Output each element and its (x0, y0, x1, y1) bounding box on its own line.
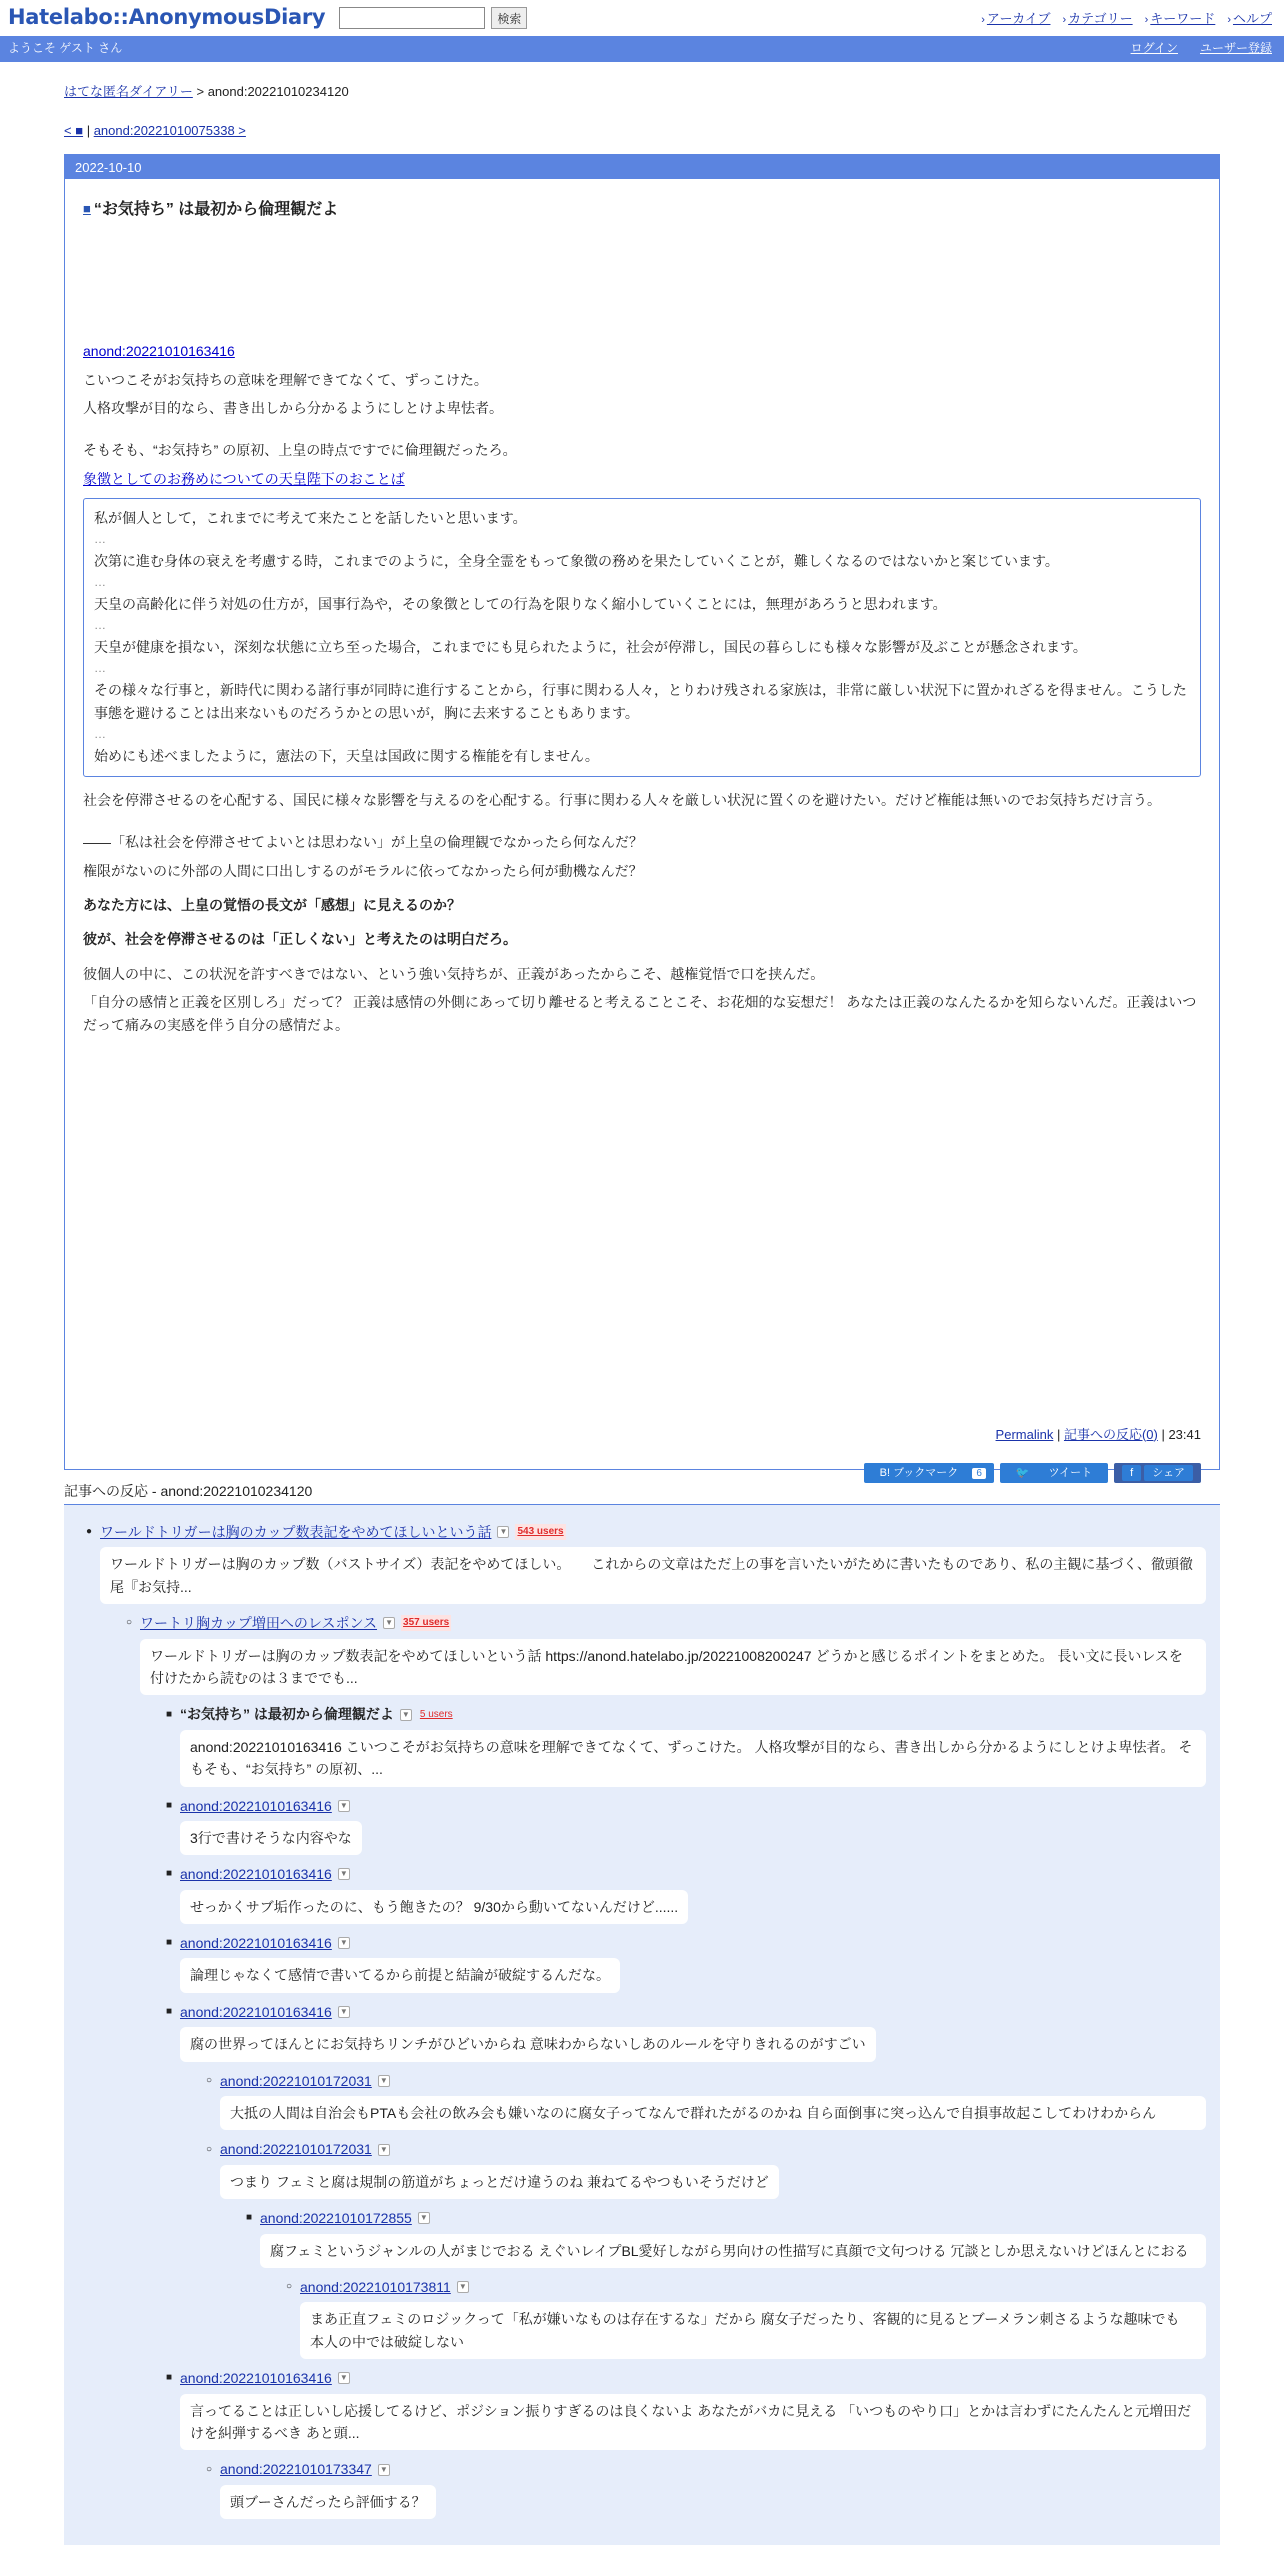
dropdown-icon[interactable]: ▼ (457, 2281, 469, 2293)
dropdown-icon[interactable]: ▼ (338, 1868, 350, 1880)
quote-line: 私が個人として，これまでに考えて来たことを話したいと思います。 (94, 510, 527, 527)
breadcrumb (64, 82, 1220, 103)
reaction-link[interactable]: anond:20221010173811 (300, 2278, 451, 2295)
reaction-item (164, 1932, 1206, 1993)
quote-line: その様々な行事と，新時代に関わる諸行事が同時に進行することから，行事に関わる人々，とりわけ残される家族は，非常に厳しい状況下に置かれざるを得ません。こうした事態を避けることは出来ないものだろうかとの思いが，胸に去来することもあります。 (94, 681, 1187, 721)
bookmark-button[interactable] (864, 1463, 994, 1483)
paragraph: 彼個人の中に、この状況を許すべきではない、という強い気持ちが、正義があったからこそ、越権覚悟で口を挟んだ。 (83, 965, 825, 982)
tweet-label: ツイート (1041, 1465, 1100, 1481)
reaction-excerpt: 言ってることは正しいし応援してるけど、ポジション振りすぎるのは良くないよ あなたがバカに見える 「いつものやり口」とかは言わずにたんたんと元増田だけを糾弾するべき あと頭... (180, 2394, 1206, 2451)
bullet-square-icon: ■ (165, 2006, 173, 2018)
dropdown-icon[interactable]: ▼ (400, 1709, 412, 1721)
top-nav (981, 9, 1272, 30)
reaction-excerpt: まあ正直フェミのロジックって「私が嫌いなものは存在するな」だから 腐女子だったり、客観的に見るとブーメラン刺さるような趣味でも 本人の中では破綻しない (300, 2302, 1206, 2359)
bookmark-count: 6 (972, 1468, 986, 1479)
welcome-text: ようこそ ゲスト さん (8, 41, 123, 56)
reaction-item (204, 2138, 1206, 2359)
reaction-excerpt: ワールドトリガーは胸のカップ数表記をやめてほしいという話 https://anond.hatelabo.jp/20221008200247 どうかと感じるポイントをまとめた。 長い文に長いレスを付けたから読むのは３まででも... (140, 1639, 1206, 1696)
reaction-item (164, 2001, 1206, 2359)
paragraph: 人格攻撃が目的なら、書き出しから分かるようにしとけよ卑怯者。 (83, 399, 503, 416)
reaction-item (164, 1863, 1206, 1924)
dropdown-icon[interactable]: ▼ (378, 2075, 390, 2087)
reaction-excerpt: 腐フェミというジャンルの人がまじでおる えぐいレイプBL愛好しながら男向けの性描写に真顔で文句つける 冗談としか思えないけどほんとにおる (260, 2234, 1206, 2268)
dropdown-icon[interactable]: ▼ (378, 2144, 390, 2156)
breadcrumb-separator: > (196, 84, 205, 99)
site-logo[interactable]: Hatelabo::AnonymousDiary (8, 5, 326, 30)
chevron-right-icon: › (1227, 14, 1231, 26)
reaction-link[interactable]: ワールドトリガーは胸のカップ数表記をやめてほしいという話 (100, 1523, 492, 1540)
permalink-link[interactable]: Permalink (995, 1426, 1054, 1442)
bullet-circle-icon: ○ (205, 2143, 213, 2155)
fb-label: シェア (1144, 1465, 1193, 1481)
reaction-excerpt: ワールドトリガーは胸のカップ数（バストサイズ）表記をやめてほしい。 これからの文章はただ上の事を言いたいがために書いたものであり、私の主観に基づく、徹頭徹尾『お気持... (100, 1547, 1206, 1604)
bullet-square-icon: ■ (165, 1799, 173, 1811)
users-badge[interactable]: 357 users (401, 1615, 451, 1631)
chevron-right-icon: › (1062, 14, 1067, 26)
reactions-title: 記事への反応 - anond:20221010234120 (64, 1480, 1220, 1505)
reaction-excerpt: 3行で書けそうな内容やな (180, 1821, 362, 1855)
reaction-link[interactable]: anond:20221010163416 (180, 1866, 332, 1883)
dropdown-icon[interactable]: ▼ (383, 1617, 395, 1629)
search-input[interactable] (339, 7, 485, 29)
reaction-excerpt: 腐の世界ってほんとにお気持ちリンチがひどいからね 意味わからないしあのルールを守りきれるのがすごい (180, 2027, 876, 2061)
facebook-icon: f (1122, 1465, 1141, 1481)
prev-link[interactable]: < ■ (64, 122, 84, 138)
entry-time: 23:41 (1168, 1426, 1201, 1442)
users-badge[interactable]: 5 users (419, 1708, 453, 1720)
user-bar (0, 36, 1284, 62)
reaction-excerpt: 頭ブーさんだったら評価する？ (220, 2485, 436, 2519)
day-date: 2022-10-10 (65, 155, 1219, 179)
nav-help-link[interactable]: ヘルプ (1232, 11, 1272, 26)
dropdown-icon[interactable]: ▼ (378, 2464, 390, 2476)
bold-paragraph: 彼が、社会を停滞させるのは「正しくない」と考えたのは明白だろ。 (83, 931, 517, 948)
reaction-current-title: “お気持ち” は最初から倫理観だよ (180, 1706, 394, 1723)
diary-day (64, 154, 1220, 1479)
reaction-link[interactable]: anond:20221010163416 (180, 2370, 332, 2387)
breadcrumb-current: anond:20221010234120 (207, 84, 349, 99)
nav-archive-link[interactable]: アーカイブ (986, 11, 1051, 26)
chevron-right-icon: › (981, 14, 985, 26)
bullet-circle-icon: ○ (285, 2281, 293, 2293)
next-link[interactable]: anond:20221010075338 > (93, 122, 246, 138)
bullet-square-icon: ■ (165, 1937, 173, 1949)
top-bar (0, 0, 1284, 36)
reaction-item (244, 2207, 1206, 2359)
reaction-excerpt: せっかくサブ垢作ったのに、もう飽きたの？ 9/30から動いてないんだけど...... (180, 1890, 688, 1924)
quote-source-link[interactable]: 象徴としてのお務めについての天皇陛下のおことば (83, 470, 405, 487)
reaction-excerpt: 大抵の人間は自治会もPTAも会社の飲み会も嫌いなのに腐女子ってなんで群れたがるのかね 自ら面倒事に突っ込んで自損事故起こしてわけわからん (220, 2096, 1206, 2130)
reaction-tree (84, 1521, 1206, 2519)
bullet-circle-icon: ○ (205, 2463, 213, 2475)
bullet-circle-icon: ○ (205, 2074, 213, 2086)
reaction-item (164, 1703, 1206, 1786)
quote-ellipsis: … (94, 726, 106, 741)
chevron-right-icon: › (1144, 14, 1149, 26)
reaction-excerpt: つまり フェミと腐は規制の筋道がちょっとだけ違うのね 兼ねてるやつもいそうだけど (220, 2165, 779, 2199)
nav-item-keyword[interactable] (1145, 9, 1216, 30)
paragraph: そもそも、“お気持ち” の原初、上皇の時点ですでに倫理観だったろ。 (83, 442, 517, 459)
bookmark-label: B! ブックマーク (872, 1465, 967, 1481)
reactions-count-link[interactable]: 記事への反応(0) (1063, 1426, 1158, 1442)
nav-item-archive[interactable] (981, 9, 1050, 30)
entry-permalink-mark[interactable]: ■ (83, 200, 91, 216)
reaction-link[interactable]: anond:20221010172031 (220, 2072, 372, 2089)
login-link[interactable]: ログイン (1130, 41, 1178, 56)
dropdown-icon[interactable]: ▼ (338, 1937, 350, 1949)
quote-ellipsis: … (94, 532, 106, 547)
reaction-item (84, 1521, 1206, 2519)
ref-link[interactable]: anond:20221010163416 (83, 343, 235, 360)
bold-paragraph: あなた方には、上皇の覚悟の長文が「感想」に見えるのか？ (83, 896, 461, 913)
bullet-square-icon: ■ (165, 2372, 173, 2384)
reaction-link[interactable]: anond:20221010163416 (180, 1935, 332, 1952)
dropdown-icon[interactable]: ▼ (338, 2006, 350, 2018)
paragraph: 「自分の感情と正義を区別しろ」だって？ 正義は感情の外側にあって切り離せると考えることこそ、お花畑的な妄想だ！ あなたは正義のなんたるかを知らないんだ。正義はいつだって痛みの実感を伴う自分の感情だよ。 (83, 994, 1197, 1033)
reaction-link[interactable]: ワートリ胸カップ増田へのレスポンス (140, 1615, 378, 1632)
bullet-circle-icon: ○ (125, 1617, 133, 1629)
breadcrumb-home[interactable]: はてな匿名ダイアリー (64, 84, 193, 99)
quote-line: 次第に進む身体の衰えを考慮する時，これまでのように，全身全霊をもって象徴の務めを果たしていくことが，難しくなるのではないかと案じています。 (94, 553, 1059, 570)
blockquote (83, 498, 1201, 777)
reaction-link[interactable]: anond:20221010163416 (180, 1797, 332, 1814)
paragraph: こいつこそがお気持ちの意味を理解できてなくて、ずっこけた。 (83, 371, 488, 388)
bullet-square-icon: ■ (165, 1708, 173, 1720)
bullet-square-icon: ■ (165, 1868, 173, 1880)
dropdown-icon[interactable]: ▼ (418, 2212, 430, 2224)
reaction-link[interactable]: anond:20221010172031 (220, 2141, 372, 2158)
quote-line: 始めにも述べましたように，憲法の下，天皇は国政に関する権能を有しません。 (94, 747, 599, 764)
bird-icon: 🐦 (1008, 1465, 1038, 1481)
paragraph: 社会を停滞させるのを心配する、国民に様々な影響を与えるのを心配する。行事に関わる人々を厳しい状況に置くのを避けたい。だけど権能は無いのでお気持ちだけ言う。 (83, 791, 1161, 808)
nav-keyword-link[interactable]: キーワード (1150, 11, 1216, 26)
tweet-button[interactable] (1000, 1463, 1108, 1483)
nav-category-link[interactable]: カテゴリー (1068, 11, 1133, 26)
dropdown-icon[interactable]: ▼ (338, 2372, 350, 2384)
nav-item-help[interactable] (1227, 9, 1272, 30)
dropdown-icon[interactable]: ▼ (497, 1526, 509, 1538)
pager (64, 121, 1220, 142)
reaction-link[interactable]: anond:20221010173347 (220, 2461, 372, 2478)
bullet-disc-icon: ● (85, 1526, 93, 1538)
paragraph: 権限がないのに外部の人間に口出しするのがモラルに依ってなかったら何が動機なんだ？ (83, 862, 643, 879)
dropdown-icon[interactable]: ▼ (338, 1800, 350, 1812)
main-content (64, 82, 1220, 2545)
reaction-link[interactable]: anond:20221010172855 (260, 2210, 412, 2227)
reaction-link[interactable]: anond:20221010163416 (180, 2003, 332, 2020)
reaction-item (164, 2367, 1206, 2519)
reactions-panel (64, 1505, 1220, 2545)
reaction-excerpt: 論理じゃなくて感情で書いてるから前提と結論が破綻するんだな。 (180, 1958, 620, 1992)
reaction-excerpt: anond:20221010163416 こいつこそがお気持ちの意味を理解できてなくて、ずっこけた。 人格攻撃が目的なら、書き出しから分かるようにしとけよ卑怯者。 そもそも、“お気持ち” の原初、... (180, 1730, 1206, 1787)
quote-ellipsis: … (94, 618, 106, 633)
quote-line: 天皇の高齢化に伴う対処の仕方が，国事行為や，その象徴としての行為を限りなく縮小していくことには，無理があろうと思われます。 (94, 595, 947, 612)
quote-line: 天皇が健康を損ない，深刻な状態に立ち至った場合，これまでにも見られたように，社会が停滞し，国民の暮らしにも様々な影響が及ぶことが懸念されます。 (94, 638, 1087, 655)
entry-title (83, 197, 1201, 223)
facebook-share-button[interactable] (1114, 1463, 1201, 1483)
quote-ellipsis: … (94, 575, 106, 590)
reaction-item (124, 1612, 1206, 2519)
pager-separator: | (86, 122, 91, 138)
user-links (1131, 39, 1276, 58)
reaction-item (284, 2276, 1206, 2359)
reaction-item (164, 1795, 1206, 1856)
search-button[interactable]: 検索 (491, 7, 527, 29)
reaction-item (204, 2070, 1206, 2131)
reaction-item (204, 2458, 1206, 2519)
paragraph: ――「私は社会を停滞させてよいとは思わない」が上皇の倫理観でなかったら何なんだ？ (83, 834, 643, 851)
entry-section (83, 340, 1201, 1036)
day-body (65, 179, 1219, 1479)
bullet-square-icon: ■ (245, 2212, 253, 2224)
register-link[interactable]: ユーザー登録 (1199, 41, 1272, 56)
nav-item-category[interactable] (1062, 9, 1132, 30)
users-badge[interactable]: 543 users (515, 1524, 565, 1540)
entry-footer: Permalink | 記事への反応(0) | 23:41 (995, 1426, 1201, 1442)
quote-ellipsis: … (94, 660, 106, 675)
share-buttons (864, 1463, 1201, 1483)
entry-title-text: “お気持ち” は最初から倫理観だよ (93, 200, 339, 218)
